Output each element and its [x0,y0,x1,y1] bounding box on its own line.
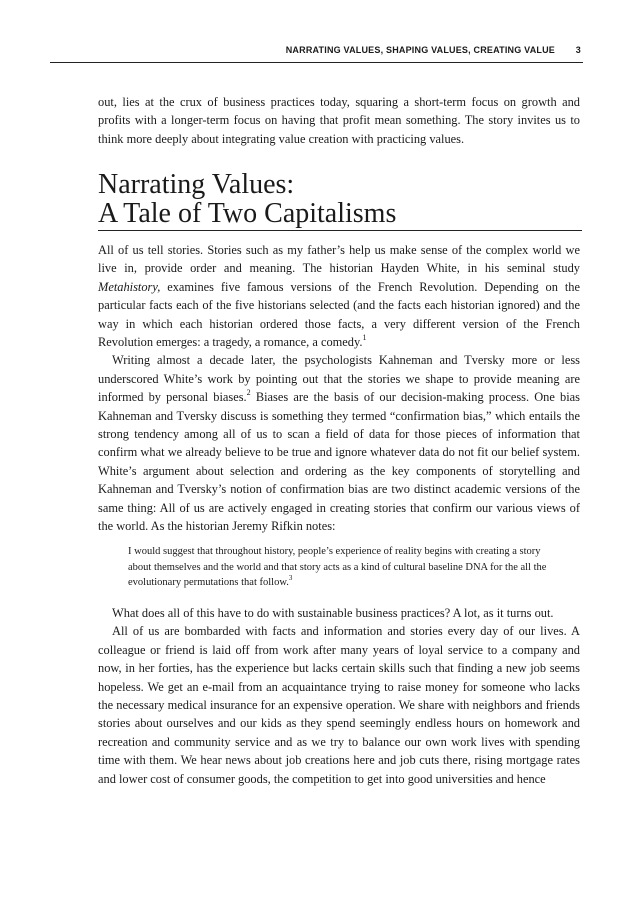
paragraph-3: What does all of this have to do with sustainable business practices? A lot, as it turns out. [112,606,554,620]
paragraph-1-text-a: All of us tell stories. Stories such as my father’s help us make sense of the complex world we live in, provide order and meaning. The historian Hayden White, in his seminal study [98,243,580,276]
running-title: NARRATING VALUES, SHAPING VALUES, CREATING VALUE [285,45,555,55]
paragraph-1-text-b: examines five famous versions of the French Revolution. Depending on the particular facts each of the five historians selected (and the facts each historian ignored) and the way in which each historian ordered those facts, a very different version of the French Revolution emerges: a tragedy, a romance, a comedy. [98,279,580,350]
paragraph-2-text-a: Writing almost a decade later, the psychologists Kahneman and Tversky more or less underscored White’s work by pointing out that the stories we shape to provide meaning are informed by personal biases. [98,353,580,405]
book-title: Metahistory, [98,279,161,294]
footnote-ref-1: 1 [362,333,367,343]
paragraph-1 [98,241,580,351]
section-heading-line-2: A Tale of Two Capitalisms [98,197,397,229]
intro-text-block [98,93,580,148]
paragraph-2-text-b: Biases are the basis of our decision-making process. One bias Kahneman and Tversky discuss is something they termed “confirmation bias,” which entails the strong tendency among all of us to scan a field of data for those pieces of information that confirm what we already believe to be true and ignore whatever data do not fit our belief system. White’s argument about selection and ordering as the key components of storytelling and Kahneman and Tversky’s notion of confirmation bias are two distinct academic versions of the same thing: All of us are actively engaged in creating stories that confirm our various views of the world. As the historian Jeremy Rifkin notes: [98,390,580,534]
paragraph-4: All of us are bombarded with facts and information and stories every day of our lives. A colleague or friend is laid off from work after many years of loyal service to a company and now, in her forties, has the experience but lacks certain skills such that finding a new job seems hopeless. We get an e-mail from an acquaintance trying to raise money for someone who lacks the necessary medical insurance for an expensive operation. We share with neighbors and friends stories about ourselves and our kids as they spend seemingly endless hours on homework and recreation and community service and as we try to balance our own work lives with spending time with them. We hear news about job creations here and job cuts there, rising mortgage rates and lower cost of consumer goods, the competition to get into good universities and hence [98,624,580,786]
section-heading-line-1: Narrating Values: [98,169,295,200]
main-text-block [98,241,580,536]
block-quote [128,544,560,591]
section-heading [98,171,582,231]
paragraph-2 [98,351,580,535]
footnote-ref-3: 3 [288,574,293,583]
page-number: 3 [575,45,581,55]
closing-text-block [98,604,580,788]
block-quote-text: I would suggest that throughout history, people’s experience of reality begins with creating a story about themselves and the world and that story acts as a kind of cultural baseline DNA for the all the evolutionary permutations that follow. [128,546,547,589]
running-header [50,44,583,63]
intro-paragraph: out, lies at the crux of business practices today, squaring a short-term focus on growth and profits with a longer-term focus on having that profit mean something. The story invites us to think more deeply about integrating value creation with practicing values. [98,95,580,146]
footnote-ref-2: 2 [246,388,251,398]
